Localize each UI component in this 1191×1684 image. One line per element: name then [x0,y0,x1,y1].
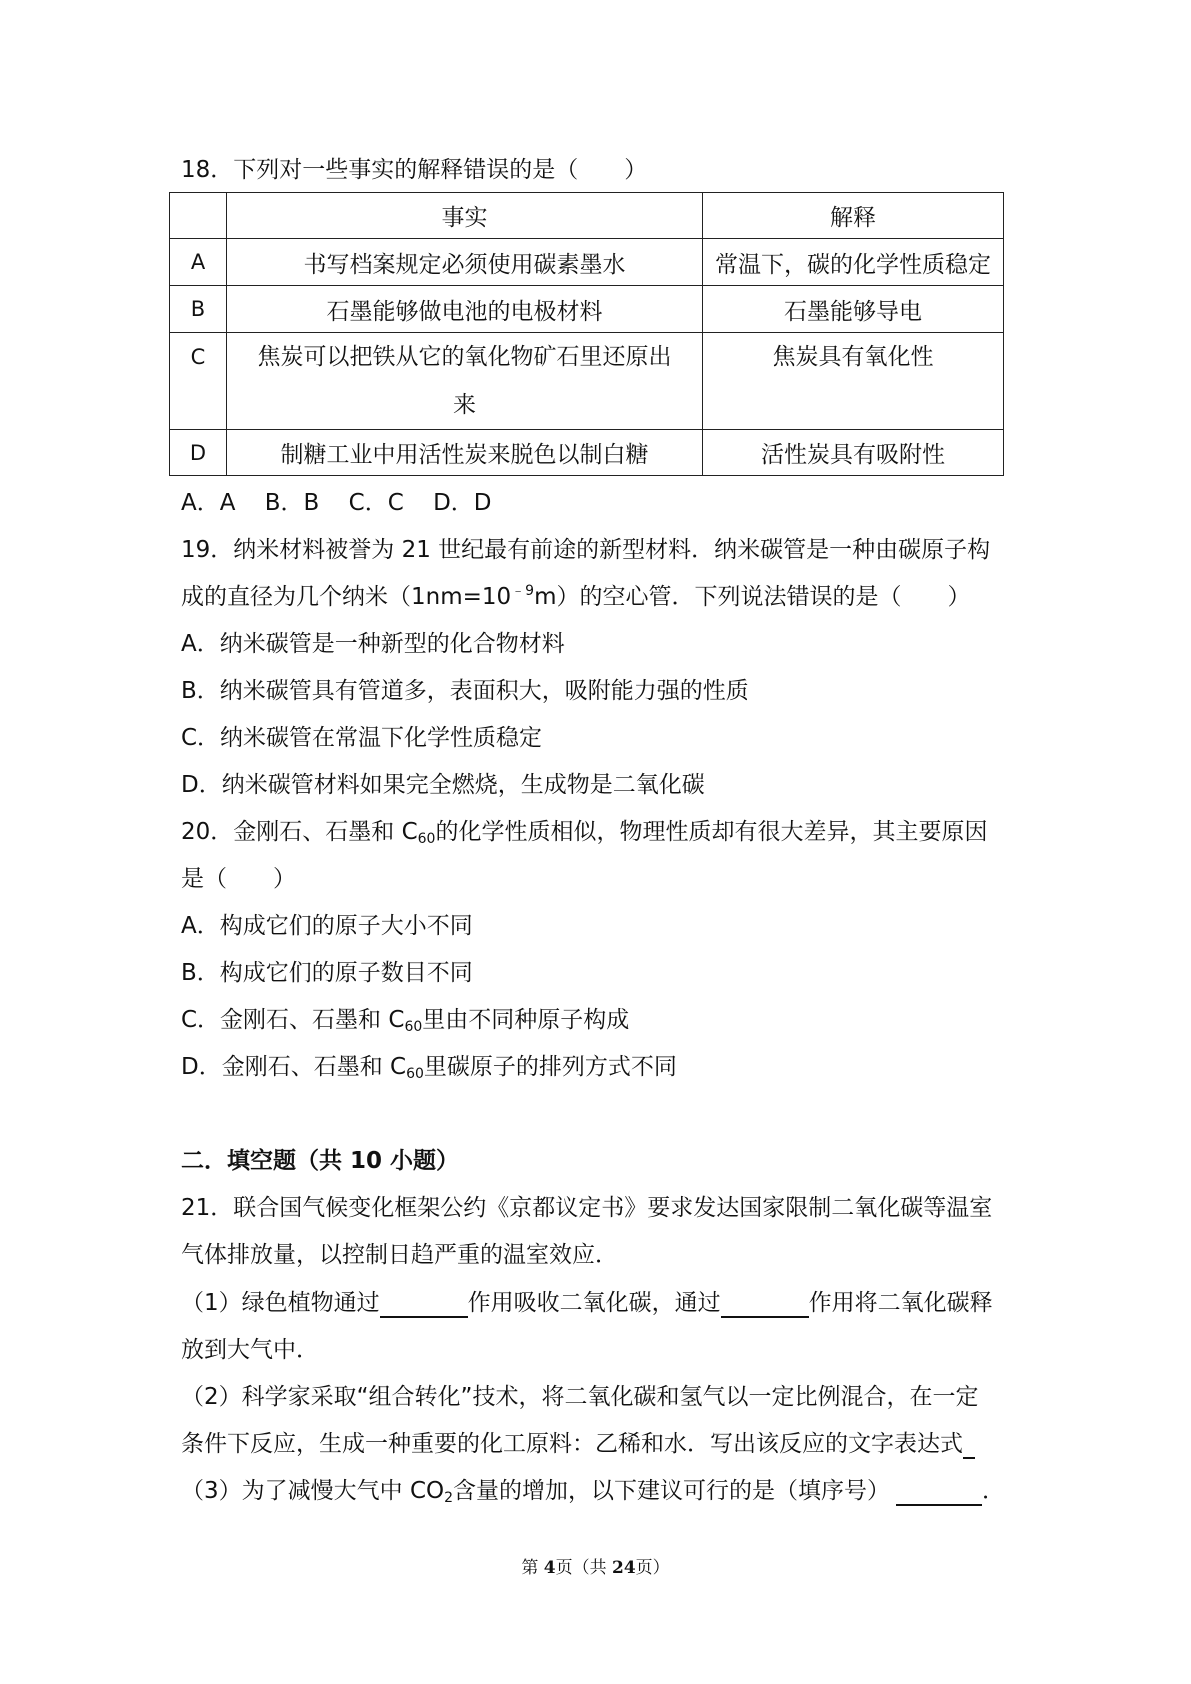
question-19-option-c: C．纳米碳管在常温下化学性质稳定 [181,725,543,751]
question-20-option-c [181,1005,1021,1035]
text-span: D．金刚石、石墨和 C [181,1054,407,1080]
subscript: 2 [444,1490,454,1506]
answer-blank[interactable] [963,1431,975,1459]
question-21-part-1-line-2: 放到大气中． [181,1337,319,1363]
table-header-explanation: 解释 [703,193,1004,239]
table-header-fact: 事实 [227,193,703,239]
option-c: C．C [348,490,404,516]
text-span: 条件下反应，生成一种重要的化工原料：乙稀和水．写出该反应的文字表达式 [181,1431,963,1457]
row-index-label: C [190,345,206,369]
question-19-option-d: D．纳米碳管材料如果完全燃烧，生成物是二氧化碳 [181,772,705,798]
footer-text: 页） [635,1558,670,1578]
question-20-option-a: A．构成它们的原子大小不同 [181,913,473,939]
row-explanation: 常温下，碳的化学性质稳定 [703,239,1004,286]
row-index: D [170,430,227,476]
row-fact [227,333,703,430]
section-heading: 二．填空题（共 10 小题） [181,1148,460,1174]
table-row [170,333,1004,430]
text-span: 含量的增加，以下建议可行的是（填序号） [453,1478,891,1504]
row-index [170,333,227,430]
text-span: ． [982,1478,1006,1504]
option-a: A．A [181,490,236,516]
table-row [170,239,1004,286]
subscript: 60 [417,831,436,847]
text-span: （3）为了减慢大气中 CO [181,1478,445,1504]
answer-blank[interactable] [896,1478,982,1506]
text-span: 作用将二氧化碳释 [808,1290,993,1316]
text-span: 的化学性质相似，物理性质却有很大差异，其主要原因 [435,819,988,845]
exponent: ﹣9 [511,583,535,599]
page-number: 4 [543,1558,556,1578]
footer-text: 第 [521,1558,544,1578]
question-21-stem-line-2: 气体排放量，以控制日趋严重的温室效应． [181,1242,618,1268]
row-explanation: 活性炭具有吸附性 [703,430,1004,476]
answer-blank[interactable] [380,1290,468,1318]
row-index: A [170,239,227,286]
row-fact: 石墨能够做电池的电极材料 [227,286,703,333]
row-fact: 书写档案规定必须使用碳素墨水 [227,239,703,286]
question-20-stem-line-1 [181,817,1021,847]
question-20-stem-line-2: 是（ ） [181,866,296,892]
page-total: 24 [611,1558,636,1578]
question-18-stem: 18．下列对一些事实的解释错误的是（ ） [181,157,648,183]
question-21-part-1 [181,1288,1021,1318]
question-20-option-b: B．构成它们的原子数目不同 [181,960,473,986]
text-span: 作用吸收二氧化碳，通过 [467,1290,721,1316]
question-19-option-b: B．纳米碳管具有管道多，表面积大，吸附能力强的性质 [181,678,749,704]
question-21-part-2-line-2 [181,1429,1021,1459]
text-span: 20．金刚石、石墨和 C [181,819,418,845]
question-21-stem-line-1: 21．联合国气候变化框架公约《京都议定书》要求发达国家限制二氧化碳等温室 [181,1195,993,1221]
subscript: 60 [404,1019,423,1035]
text-span: （1）绿色植物通过 [181,1290,380,1316]
question-19-stem-line-2 [181,582,1021,612]
question-18-options [181,488,1021,518]
page-footer [0,1553,1191,1578]
question-21-part-2-line-1: （2）科学家采取“组合转化”技术，将二氧化碳和氢气以一定比例混合，在一定 [181,1384,979,1410]
question-19-stem-line-1: 19．纳米材料被誉为 21 世纪最有前途的新型材料．纳米碳管是一种由碳原子构 [181,537,991,563]
question-20-option-d [181,1052,1021,1082]
row-index: B [170,286,227,333]
question-19-option-a: A．纳米碳管是一种新型的化合物材料 [181,631,565,657]
question-18-table [169,192,1004,476]
text-span: C．金刚石、石墨和 C [181,1007,405,1033]
row-fact-line-2: 来 [453,392,476,418]
table-row [170,430,1004,476]
footer-text: 页（共 [555,1558,612,1578]
answer-blank[interactable] [721,1290,809,1318]
row-explanation-text: 焦炭具有氧化性 [772,344,934,370]
text-span: 成的直径为几个纳米（1nm=10 [181,584,512,610]
text-span: m）的空心管．下列说法错误的是（ ） [534,584,971,610]
table-header-row [170,193,1004,239]
table-header-index [170,193,227,239]
table-row [170,286,1004,333]
option-d: D．D [433,490,492,516]
option-b: B．B [264,490,320,516]
text-span: 里由不同种原子构成 [422,1007,630,1033]
row-explanation [703,333,1004,430]
text-span: 里碳原子的排列方式不同 [423,1054,677,1080]
row-fact-line-1: 焦炭可以把铁从它的氧化物矿石里还原出 [257,344,672,370]
subscript: 60 [406,1066,424,1082]
row-explanation: 石墨能够导电 [703,286,1004,333]
row-fact: 制糖工业中用活性炭来脱色以制白糖 [227,430,703,476]
question-21-part-3 [181,1476,1021,1506]
